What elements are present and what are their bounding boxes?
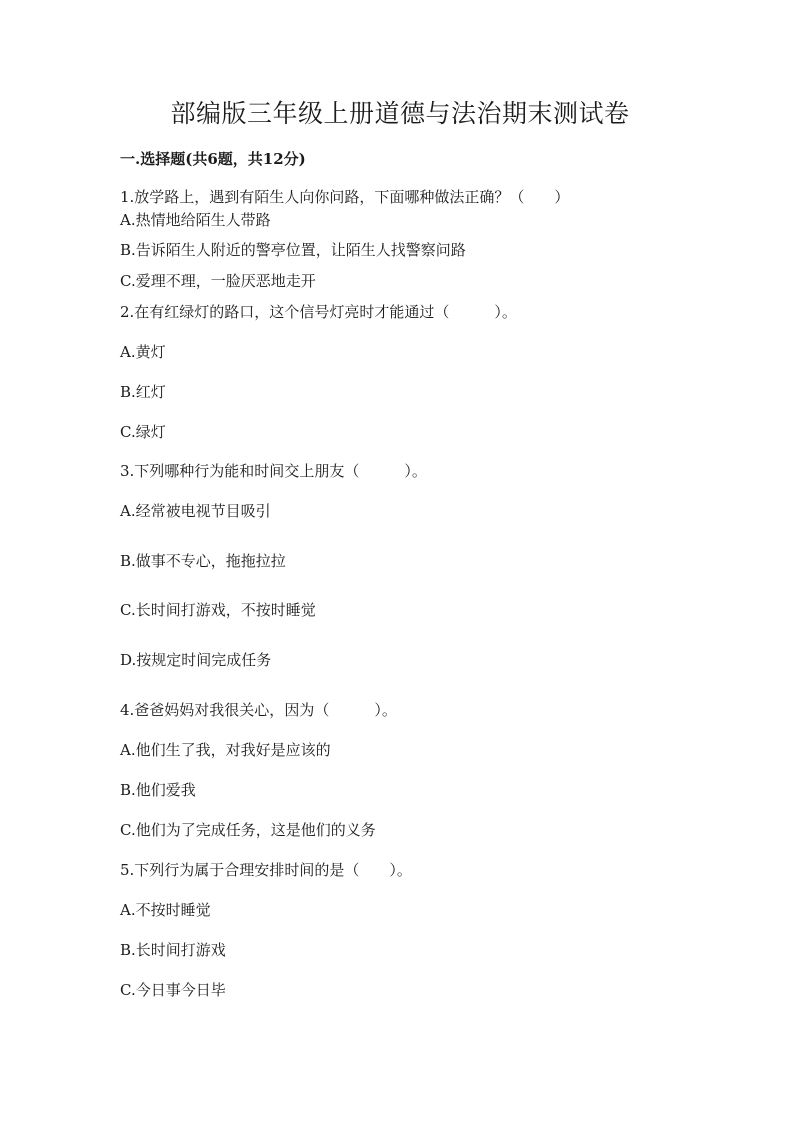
- question-2-option-c: C.绿灯: [120, 423, 166, 441]
- question-1-option-a: A.热情地给陌生人带路: [120, 211, 271, 229]
- question-3-option-a: A.经常被电视节目吸引: [120, 502, 271, 520]
- question-1-option-b: B.告诉陌生人附近的警亭位置，让陌生人找警察问路: [120, 241, 466, 259]
- question-4-stem: 4.爸爸妈妈对我很关心，因为（ ）。: [120, 701, 397, 719]
- section-heading: 一.选择题(共6题，共12分): [120, 150, 306, 168]
- question-1-option-c: C.爱理不理，一脸厌恶地走开: [120, 272, 316, 290]
- question-2-stem: 2.在有红绿灯的路口，这个信号灯亮时才能通过（ ）。: [120, 303, 517, 321]
- question-3-option-b: B.做事不专心，拖拖拉拉: [120, 552, 286, 570]
- question-5-option-c: C.今日事今日毕: [120, 981, 226, 999]
- question-4-option-a: A.他们生了我，对我好是应该的: [120, 741, 331, 759]
- question-1-stem: 1.放学路上，遇到有陌生人向你问路，下面哪种做法正确？（ ）: [120, 188, 570, 206]
- question-3-stem: 3.下列哪种行为能和时间交上朋友（ ）。: [120, 462, 427, 480]
- question-2-option-b: B.红灯: [120, 383, 166, 401]
- question-3-option-c: C.长时间打游戏，不按时睡觉: [120, 601, 316, 619]
- question-5-stem: 5.下列行为属于合理安排时间的是（ ）。: [120, 861, 412, 879]
- page-title: 部编版三年级上册道德与法治期末测试卷: [170, 99, 630, 128]
- question-2-option-a: A.黄灯: [120, 343, 166, 361]
- question-4-option-c: C.他们为了完成任务，这是他们的义务: [120, 821, 376, 839]
- question-5-option-b: B.长时间打游戏: [120, 941, 226, 959]
- question-3-option-d: D.按规定时间完成任务: [120, 651, 272, 669]
- question-5-option-a: A.不按时睡觉: [120, 901, 211, 919]
- question-4-option-b: B.他们爱我: [120, 781, 196, 799]
